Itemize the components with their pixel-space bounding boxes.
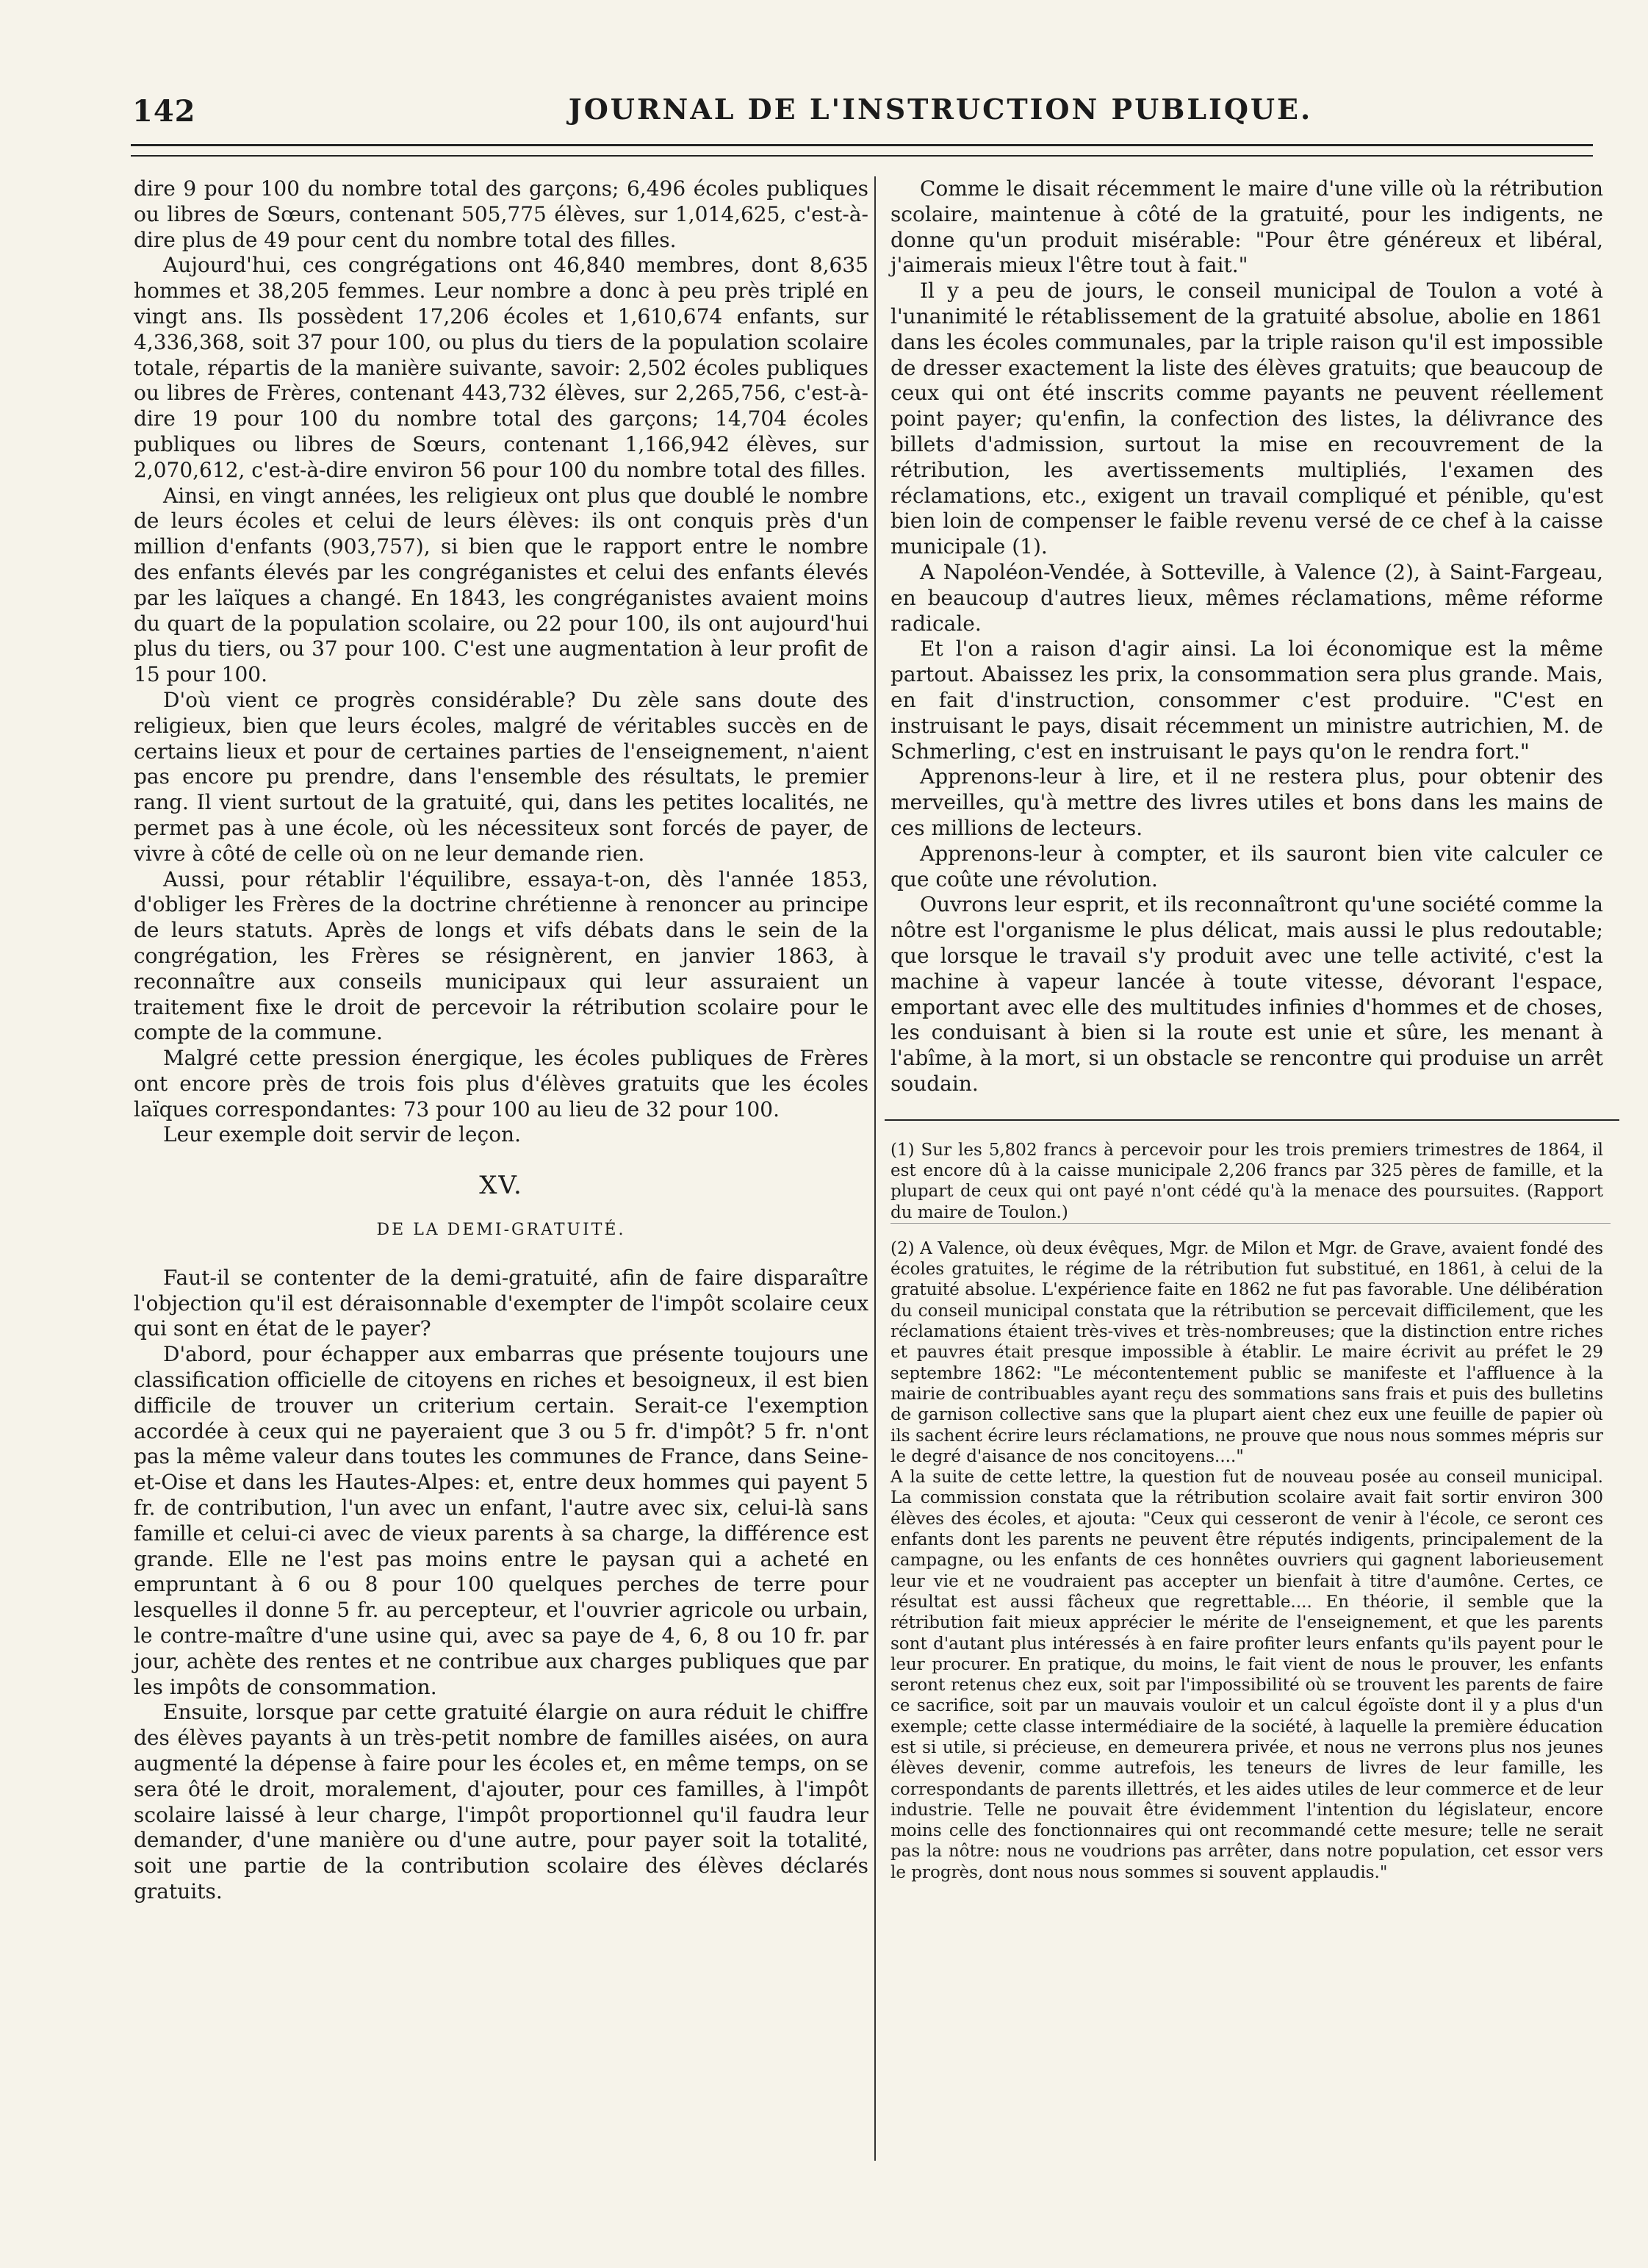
- paragraph: Malgré cette pression énergique, les écoles publiques de Frères ont encore près de trois fois plus d'élèves gratuits que les écoles laïques correspondantes: 73 pour 100 au lieu de 32 pour 100.: [134, 1046, 868, 1122]
- paragraph: Leur exemple doit servir de leçon.: [163, 1122, 521, 1147]
- footnote-1: (1) Sur les 5,802 francs à percevoir pour les trois premiers trimestres de 1864, il est encore dû à la caisse municipale 2,206 francs par 325 pères de famille, et la plupart de ceux qui ont payé n'ont cédé qu'à la menace des poursuites. (Rapport du maire de Toulon.): [890, 1140, 1603, 1222]
- section-title: DE LA DEMI-GRATUITÉ.: [376, 1221, 626, 1240]
- column-separator: [874, 176, 876, 2161]
- paragraph: Aujourd'hui, ces congrégations ont 46,840 membres, dont 8,635 hommes et 38,205 femmes. Leur nombre a donc à peu près triplé en vingt ans. Ils possèdent 17,206 écoles et 1,610,674 enfants, sur 4,336,368, soit 37 pour 100, ou plus du tiers de la population scolaire totale, répartis de la manière suivante, savoir: 2,502 écoles publiques ou libres de Frères, contenant 443,732 élèves, sur 2,265,756, c'est-à-dire 19 pour 100 du nombre total des garçons; 14,704 écoles publiques ou libres de Sœurs, contenant 1,166,942 élèves, sur 2,070,612, c'est-à-dire environ 56 pour 100 du nombre total des filles.: [134, 253, 868, 482]
- paragraph: dire 9 pour 100 du nombre total des garçons; 6,496 écoles publiques ou libres de Sœurs, contenant 505,775 élèves, sur 1,014,625, c'est-à-dire plus de 49 pour cent du nombre total des filles.: [134, 176, 868, 252]
- paragraph: Aussi, pour rétablir l'équilibre, essaya-t-on, dès l'année 1853, d'obliger les Frères de la doctrine chrétienne à renoncer au principe de leurs statuts. Après de longs et vifs débats dans le sein de la congrégation, les Frères se résignèrent, en janvier 1863, à reconnaître aux conseils municipaux qui leur assuraient un traitement fixe le droit de percevoir la rétribution scolaire pour le compte de la commune.: [134, 866, 868, 1045]
- footnote-divider: [890, 1223, 1611, 1224]
- header-double-rule: [131, 144, 1593, 157]
- paragraph: D'où vient ce progrès considérable? Du zèle sans doute des religieux, bien que leurs écoles, malgré de véritables succès en de certains lieux et pour de certaines parties de l'enseignement, n'aient pas encore pu prendre, dans l'ensemble des résultats, le premier rang. Il vient surtout de la gratuité, qui, dans les petites localités, ne permet pas à une école, où les nécessiteux sont forcés de payer, de vivre à côté de celle où on ne leur demande rien.: [134, 687, 868, 866]
- page-header: [125, 87, 1602, 138]
- left-column: [134, 176, 868, 1905]
- footnote-2: (2) A Valence, où deux évêques, Mgr. de Milon et Mgr. de Grave, avaient fondé des écoles gratuites, le régime de la rétribution fut substitué, en 1861, à celui de la gratuité absolue. L'expérience faite en 1862 ne fut pas favorable. Une délibération du conseil municipal constata que la rétribution se percevait difficilement, que les réclamations étaient très-vives et très-nombreuses; que la distinction entre riches et pauvres était presque impossible à établir. Le maire écrivit au préfet le 29 septembre 1862: "Le mécontentement public se manifeste et l'affluence à la mairie de contribuables ayant reçu des sommations sans frais et puis des bulletins de garnison collective sans que la plupart aient chez eux une feuille de papier où ils sachent écrire leurs réclamations, ne prouve que nous nous sommes mépris sur le degré d'aisance de nos concitoyens....": [890, 1238, 1603, 1466]
- paragraph: Ainsi, en vingt années, les religieux ont plus que doublé le nombre de leurs écoles et celui de leurs élèves: ils ont conquis près d'un million d'enfants (903,757), si bien que le rapport entre le nombre des enfants élevés par les congréganistes et celui des enfants élevés par les laïques a changé. En 1843, les congréganistes avaient moins du quart de la population scolaire, ou 22 pour 100, ils ont aujourd'hui plus du tiers, ou 37 pour 100. C'est une augmentation à leur profit de 15 pour 100.: [134, 483, 868, 687]
- right-column: [890, 176, 1603, 1883]
- paragraph: D'abord, pour échapper aux embarras que présente toujours une classification officielle de citoyens en riches et besoigneux, il est bien difficile de trouver un criterium certain. Serait-ce l'exemption accordée à ceux qui ne payeraient que 3 ou 5 fr. d'impôt? 5 fr. n'ont pas la même valeur dans toutes les communes de France, dans Seine-et-Oise et dans les Hautes-Alpes: et, entre deux hommes qui payent 5 fr. de contribution, l'un avec un enfant, l'autre avec six, celui-là sans famille et celui-ci avec de vieux parents à sa charge, la différence est grande. Elle ne l'est pas moins entre le paysan qui a acheté en empruntant à 6 ou 8 pour 100 quelques perches de terre pour lesquelles il donne 5 fr. au percepteur, et l'ouvrier agricole ou urbain, le contre-maître d'une usine qui, avec sa paye de 4, 6, 8 ou 10 fr. par jour, achète des rentes et ne contribue aux charges publiques que par les impôts de consommation.: [134, 1342, 868, 1699]
- paragraph: Comme le disait récemment le maire d'une ville où la rétribution scolaire, maintenue à côté de la gratuité, pour les indigents, ne donne qu'un produit misérable: "Pour être généreux et libéral, j'aimerais mieux l'être tout à fait.": [890, 176, 1603, 278]
- footnotes-rule: [885, 1119, 1619, 1121]
- page-number: 142: [132, 94, 196, 129]
- paragraph: Il y a peu de jours, le conseil municipal de Toulon a voté à l'unanimité le rétablissement de la gratuité absolue, abolie en 1861 dans les écoles communales, par la triple raison qu'il est impossible de dresser exactement la liste des élèves gratuits; que beaucoup de ceux qui ont été inscrits comme payants ne peuvent réellement point payer; qu'enfin, la confection des listes, la délivrance des billets d'admission, surtout la mise en recouvrement de la rétribution, les avertissements multipliés, l'examen des réclamations, etc., exigent un travail compliqué et pénible, qu'est bien loin de compenser le faible revenu versé de ce chef à la caisse municipale (1).: [890, 279, 1603, 559]
- paragraph: A Napoléon-Vendée, à Sotteville, à Valence (2), à Saint-Fargeau, en beaucoup d'autres lieux, mêmes réclamations, même réforme radicale.: [890, 559, 1603, 636]
- paragraph: Ouvrons leur esprit, et ils reconnaîtront qu'une société comme la nôtre est l'organisme le plus délicat, mais aussi le plus redoutable; que lorsque le travail s'y produit avec une telle activité, c'est la machine à vapeur lancée à toute vitesse, dévorant l'espace, emportant avec elle des multitudes infinies d'hommes et de choses, les conduisant à bien si la route est unie et sûre, les menant à l'abîme, à la mort, si un obstacle se rencontre qui produise un arrêt soudain.: [890, 892, 1603, 1096]
- running-title: JOURNAL DE L'INSTRUCTION PUBLIQUE.: [568, 93, 1313, 126]
- paragraph: Ensuite, lorsque par cette gratuité élargie on aura réduit le chiffre des élèves payants à un très-petit nombre de familles aisées, on aura augmenté la dépense à faire pour les écoles et, en même temps, on se sera ôté le droit, moralement, d'ajouter, pour ces familles, à l'impôt scolaire laissé à leur charge, l'impôt proportionnel qu'il faudra leur demander, d'une manière ou d'une autre, pour payer soit la totalité, soit une partie de la contribution scolaire des élèves déclarés gratuits.: [134, 1700, 868, 1903]
- paragraph: Apprenons-leur à compter, et ils sauront bien vite calculer ce que coûte une révolution.: [890, 841, 1603, 891]
- paragraph: Faut-il se contenter de la demi-gratuité, afin de faire disparaître l'objection qu'il est déraisonnable d'exempter de l'impôt scolaire ceux qui sont en état de le payer?: [134, 1265, 868, 1341]
- footnote-2-continued: A la suite de cette lettre, la question fut de nouveau posée au conseil municipal. La commission constata que la rétribution scolaire avait fait sortir environ 300 élèves des écoles, et ajouta: "Ceux qui cesseront de venir à l'école, ce seront ces enfants dont les parents ne peuvent être réputés indigents, principalement de la campagne, ou les enfants de ces honnêtes ouvriers qui gagnent laborieusement leur vie et ne voudraient pas accepter un bienfait à titre d'aumône. Certes, ce résultat est aussi fâcheux que regrettable.... En théorie, il semble que la rétribution fait mieux apprécier le mérite de l'enseignement, et que les parents sont d'autant plus intéressés à en faire profiter leurs enfants qu'ils payent pour le leur procurer. En pratique, du moins, le fait vient de nous le prouver, les enfants seront retenus chez eux, soit par l'impossibilité où se trouvent les parents de faire ce sacrifice, soit par un mauvais vouloir et un calcul égoïste dont il y a plus d'un exemple; cette classe intermédiaire de la société, à laquelle la première éducation est si utile, si précieuse, en demeurera privée, et nous ne verrons plus nos jeunes élèves devenir, comme autrefois, les teneurs de livres de leur famille, les correspondants de parents illettrés, et les aides utiles de leur commerce et de leur industrie. Telle ne pouvait être évidemment l'intention du législateur, encore moins celle des fonctionnaires qui ont recommandé cette mesure; telle ne serait pas la nôtre: nous ne voudrions pas arrêter, dans notre population, cet essor vers le progrès, dont nous nous sommes si souvent applaudis.": [890, 1468, 1603, 1882]
- paragraph: Apprenons-leur à lire, et il ne restera plus, pour obtenir des merveilles, qu'à mettre des livres utiles et bons dans les mains de ces millions de lecteurs.: [890, 764, 1603, 840]
- section-number: XV.: [479, 1171, 523, 1201]
- paragraph: Et l'on a raison d'agir ainsi. La loi économique est la même partout. Abaissez les prix, la consommation sera plus grande. Mais, en fait d'instruction, consommer c'est produire. "C'est en instruisant le pays, disait récemment un ministre autrichien, M. de Schmerling, c'est en instruisant le pays qu'on le rendra fort.": [890, 636, 1603, 764]
